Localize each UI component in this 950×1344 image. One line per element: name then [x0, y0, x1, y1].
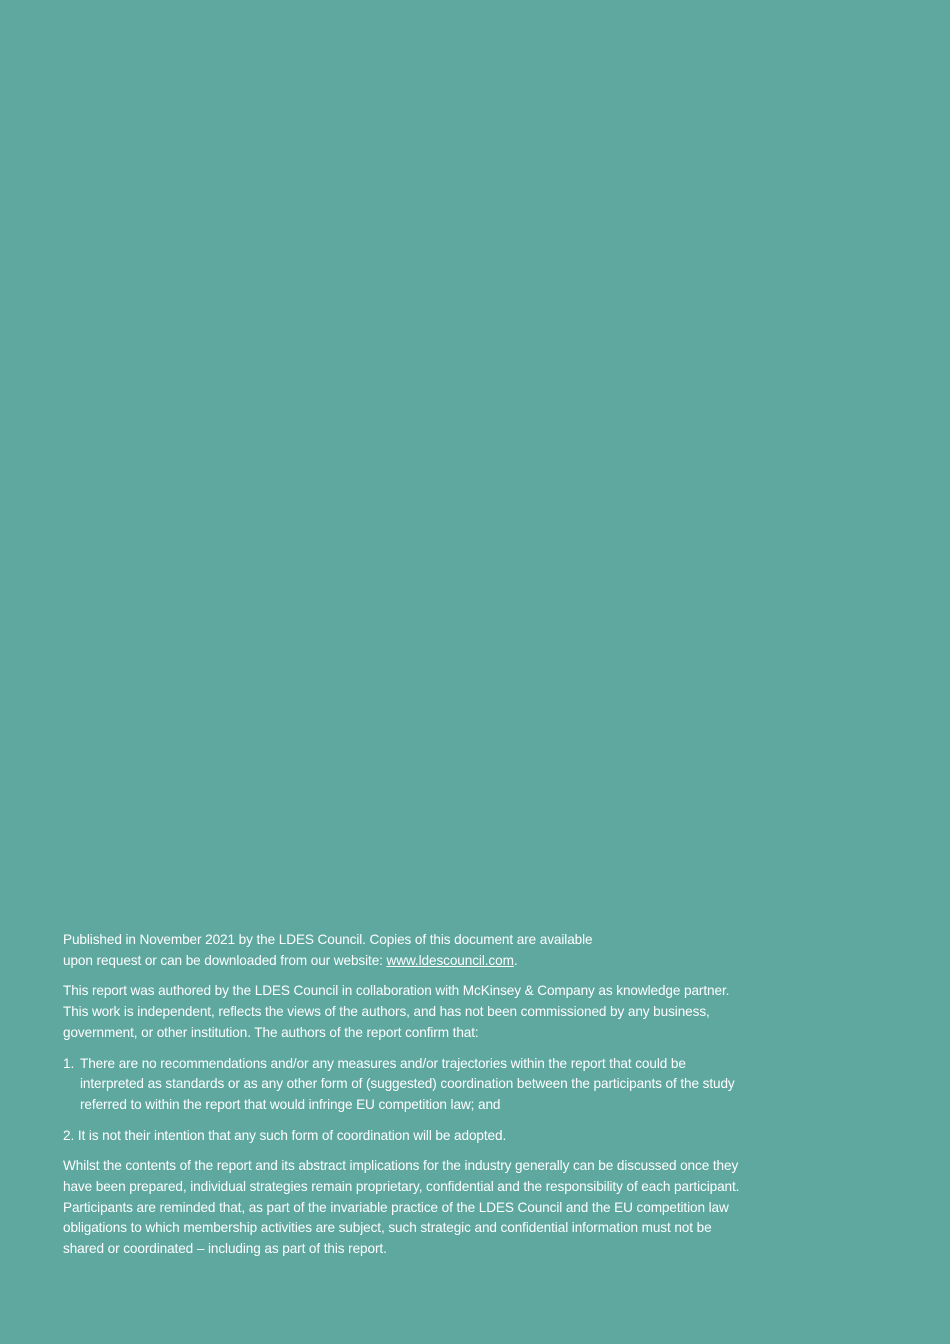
confirmation-item — [63, 1054, 743, 1116]
website-link[interactable]: www.ldescouncil.com — [386, 952, 514, 968]
publication-line-1: Published in November 2021 by the LDES Council. Copies of this document are available — [63, 932, 593, 947]
confirmation-number: 1. — [63, 1055, 75, 1071]
authorship-statement: This report was authored by the LDES Council in collaboration with McKinsey & Company as knowledge partner. This work is independent, reflects the views of the authors, and has not been commissioned by any business, government, or other institution. The authors of the report confirm that: — [63, 983, 730, 1040]
confirmation-text: It is not their intention that any such form of coordination will be adopted. — [77, 1127, 507, 1143]
publication-statement — [63, 930, 743, 971]
confirmation-list — [63, 1054, 743, 1147]
colophon — [63, 930, 743, 1270]
publication-line-2-prefix: upon request or can be downloaded from our website: — [63, 952, 387, 968]
competition-law-disclaimer: Whilst the contents of the report and its abstract implications for the industry generally can be discussed once they have been prepared, individual strategies remain proprietary, confidential and the responsibility of each participant. Participants are reminded that, as part of the invariable practice of the LDES Council and the EU competition law obligations to which membership activities are subject, such strategic and confidential information must not be shared or coordinated – including as part of this report. — [63, 1158, 740, 1257]
publication-line-2 — [63, 951, 743, 972]
publication-line-2-suffix: . — [513, 952, 518, 968]
confirmation-text: There are no recommendations and/or any measures and/or trajectories within the report that could be interpreted as standards or as any other form of (suggested) coordination between the participants of the study referred to within the report that would infringe EU competition law; and — [80, 1055, 735, 1112]
confirmation-number: 2. — [63, 1127, 75, 1143]
confirmation-item — [63, 1126, 743, 1147]
